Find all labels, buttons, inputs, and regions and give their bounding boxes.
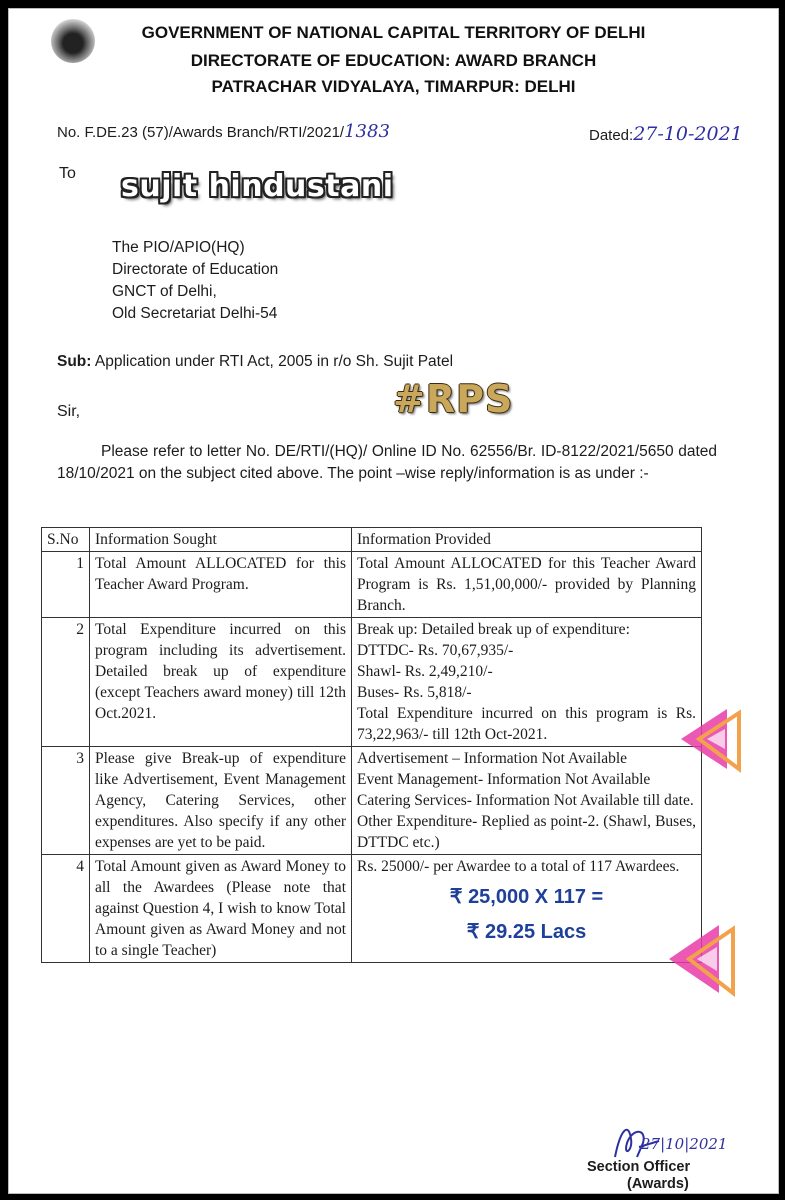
to-label: To (59, 165, 76, 182)
row-sought: Total Amount ALLOCATED for this Teacher Award Program. (90, 552, 352, 618)
header-sno: S.No (42, 528, 90, 552)
information-table (41, 527, 702, 963)
row-provided (352, 855, 702, 963)
table-row (42, 855, 702, 963)
provided-line: Rs. 25000/- per Awardee to a total of 117 Awardees. (357, 858, 680, 875)
provided-line: DTTDC- Rs. 70,67,935/- (357, 642, 514, 659)
subject-text: Application under RTI Act, 2005 in r/o Sh. Sujit Patel (94, 353, 454, 370)
table-row (42, 618, 702, 747)
provided-line: Total Expenditure incurred on this program is Rs. 73,22,963/- till 12th Oct-2021. (357, 705, 696, 743)
row-number: 2 (42, 618, 90, 747)
row-sought: Total Amount given as Award Money to all the Awardees (Please note that against Question 4, I wish to know Total Amount given as Award Money and not to a single Teacher) (90, 855, 352, 963)
provided-line: Shawl- Rs. 2,49,210/- (357, 663, 493, 680)
salutation: Sir, (57, 403, 81, 420)
overlay-name-text: sujit hindustani (121, 169, 394, 204)
provided-line: Buses- Rs. 5,818/- (357, 684, 472, 701)
dated: Dated:27-10-2021 (589, 123, 743, 145)
subject-label: Sub: (57, 353, 92, 370)
header-provided: Information Provided (352, 528, 702, 552)
row-provided (352, 747, 702, 855)
address-block (112, 237, 278, 325)
row-sought: Please give Break-up of expenditure like Advertisement, Event Management Agency, Catering Services, other expenditures. Also specify if any other expenses are yet to be paid. (90, 747, 352, 855)
signatory-dept: (Awards) (627, 1176, 689, 1192)
header-sought: Information Sought (90, 528, 352, 552)
table-header-row (42, 528, 702, 552)
address-line: Directorate of Education (112, 261, 279, 278)
overlay-calculation: ₹ 25,000 X 117 = (449, 886, 604, 908)
provided-line: Advertisement – Information Not Available (357, 750, 628, 767)
reference-number-handwritten: 1383 (344, 121, 390, 142)
body-paragraph: Please refer to letter No. DE/RTI/(HQ)/ Online ID No. 62556/Br. ID-8122/2021/5650 dated 18/10/2021 on the subject cited above. The point –wise reply/information is as under :- (57, 443, 717, 482)
table-row (42, 552, 702, 618)
document-page (8, 8, 779, 1194)
address-line: Old Secretariat Delhi-54 (112, 305, 278, 322)
signature-date: 27|10|2021 (641, 1135, 728, 1153)
triangle-sticker-icon (677, 703, 747, 779)
row-sought: Total Expenditure incurred on this program including its advertisement. Detailed break up of expenditure (except Teachers award money) till 12th Oct.2021. (90, 618, 352, 747)
table-row (42, 747, 702, 855)
letterhead-line-1: GOVERNMENT OF NATIONAL CAPITAL TERRITORY OF DELHI (141, 23, 646, 42)
address-line: The PIO/APIO(HQ) (112, 239, 245, 256)
provided-line: Other Expenditure- Replied as point-2. (Shawl, Buses, DTTDC etc.) (357, 813, 696, 851)
row-provided (352, 552, 702, 618)
address-line: GNCT of Delhi, (112, 283, 217, 300)
subject-line (57, 353, 453, 371)
overlay-hashtag: #RPS (393, 377, 514, 421)
reference-number: No. F.DE.23 (57)/Awards Branch/RTI/2021/1383 (57, 121, 390, 142)
triangle-sticker-icon (665, 917, 741, 1001)
overlay-total: ₹ 29.25 Lacs (466, 921, 587, 943)
row-number: 1 (42, 552, 90, 618)
row-provided (352, 618, 702, 747)
row-number: 4 (42, 855, 90, 963)
signatory-title: Section Officer (587, 1159, 691, 1175)
provided-line: Event Management- Information Not Available (357, 771, 651, 788)
row-number: 3 (42, 747, 90, 855)
provided-line: Total Amount ALLOCATED for this Teacher Award Program is Rs. 1,51,00,000/- provided by Planning Branch. (357, 555, 696, 614)
provided-line: Break up: Detailed break up of expenditure: (357, 621, 630, 638)
provided-line: Catering Services- Information Not Available till date. (357, 792, 694, 809)
letterhead-line-2: DIRECTORATE OF EDUCATION: AWARD BRANCH (190, 51, 597, 70)
dated-handwritten: 27-10-2021 (633, 123, 743, 145)
letterhead-line-3: PATRACHAR VIDYALAYA, TIMARPUR: DELHI (211, 77, 576, 96)
